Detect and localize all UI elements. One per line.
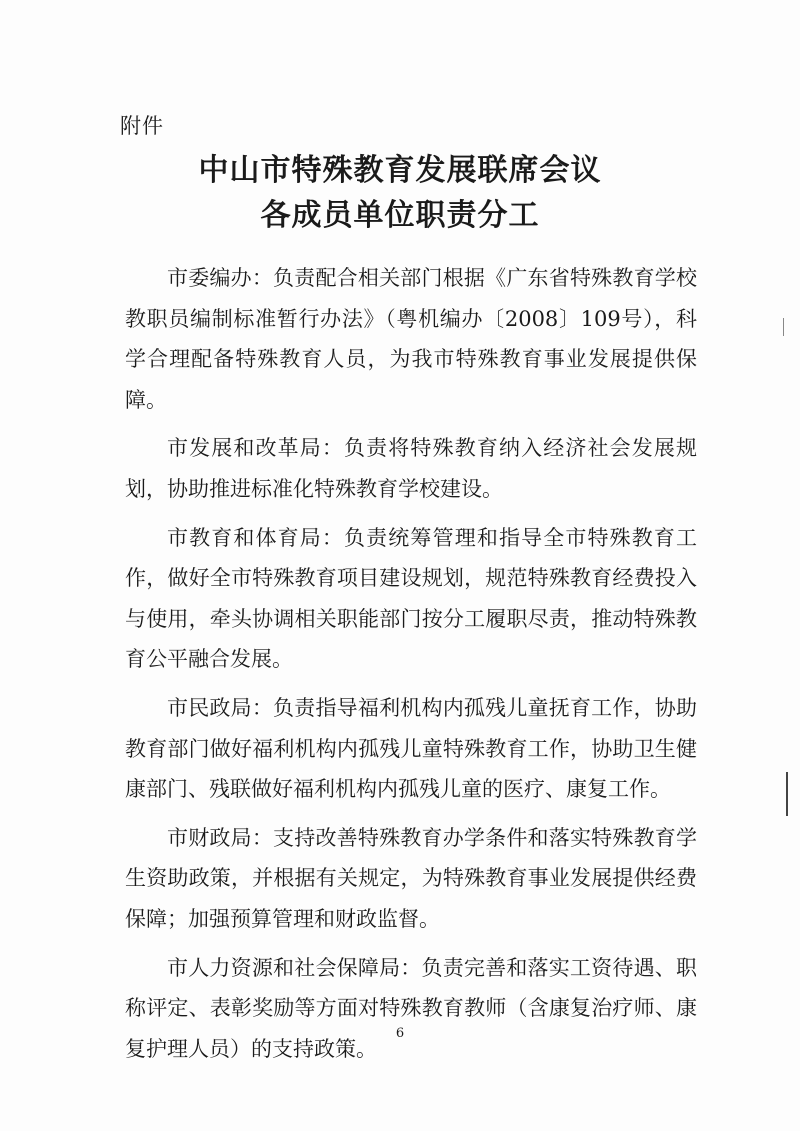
paragraph-development-reform-bureau: 市发展和改革局：负责将特殊教育纳入经济社会发展规划，协助推进标准化特殊教育学校建设。: [125, 436, 697, 501]
document-title-line-1: 中山市特殊教育发展联席会议: [198, 153, 602, 188]
scan-mark: [786, 772, 788, 816]
attachment-label: 附件: [120, 114, 164, 138]
page-number: 6: [395, 1026, 405, 1041]
paragraph-municipal-staffing-office: 市委编办：负责配合相关部门根据《广东省特殊教育学校教职员编制标准暂行办法》（粤机编办〔2008〕109号），科学合理配备特殊教育人员，为我市特殊教育事业发展提供保障。: [125, 266, 697, 412]
document-body: [125, 258, 697, 1077]
paragraph-civil-affairs-bureau: 市民政局：负责指导福利机构内孤残儿童抚育工作，协助教育部门做好福利机构内孤残儿童特殊教育工作，协助卫生健康部门、残联做好福利机构内孤残儿童的医疗、康复工作。: [125, 695, 697, 802]
paragraph-education-sports-bureau: 市教育和体育局：负责统筹管理和指导全市特殊教育工作，做好全市特殊教育项目建设规划，规范特殊教育经费投入与使用，牵头协调相关职能部门按分工履职尽责，推动特殊教育公平融合发展。: [125, 525, 697, 672]
paragraph-human-resources-bureau: 市人力资源和社会保障局：负责完善和落实工资待遇、职称评定、表彰奖励等方面对特殊教育教师（含康复治疗师、康复护理人员）的支持政策。: [125, 955, 697, 1061]
scan-mark: [783, 318, 784, 336]
paragraph-finance-bureau: 市财政局：支持改善特殊教育办学条件和落实特殊教育学生资助政策，并根据有关规定，为特殊教育事业发展提供经费保障；加强预算管理和财政监督。: [125, 825, 697, 931]
document-title-line-2: 各成员单位职责分工: [260, 198, 540, 233]
